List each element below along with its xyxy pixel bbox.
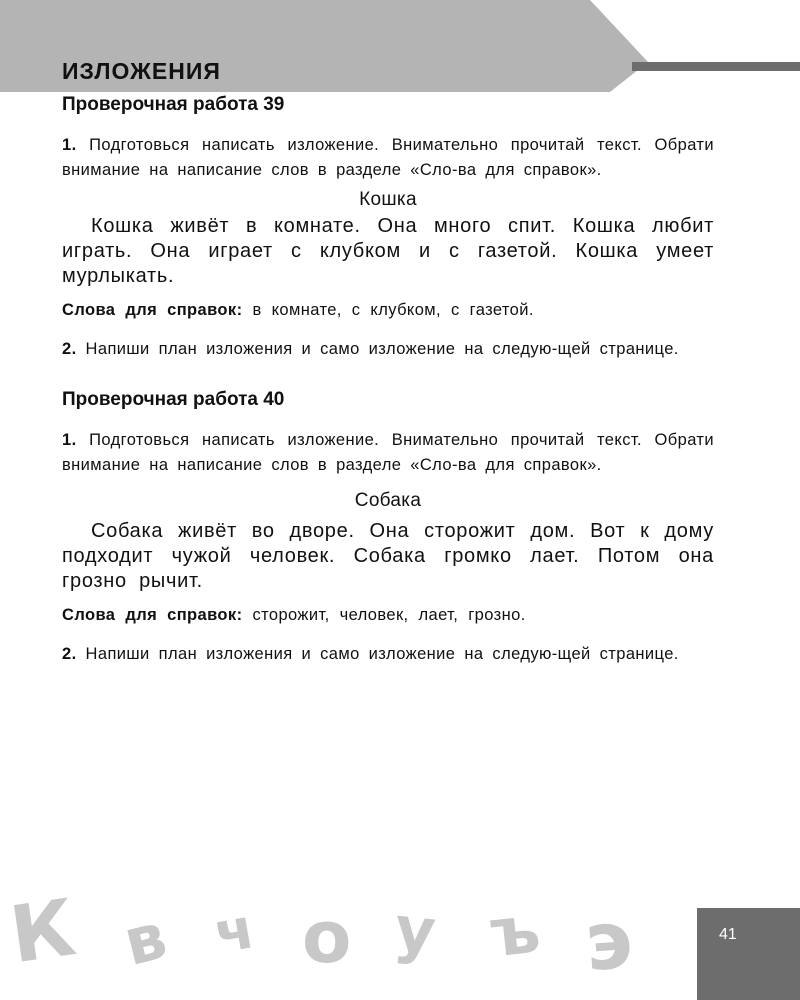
task-1	[62, 133, 714, 183]
task-number: 1.	[62, 136, 77, 154]
reference-words	[62, 603, 714, 628]
section-title: ИЗЛОЖЕНИЯ	[62, 58, 221, 84]
story-title: Собака	[354, 490, 422, 511]
decor-letter: э	[581, 892, 636, 989]
task-1	[62, 428, 714, 478]
decor-letter: ч	[209, 896, 260, 967]
reference-label: Слова для справок:	[62, 301, 243, 319]
decorative-letters	[0, 880, 700, 1000]
work-39	[62, 94, 714, 362]
task-number: 2.	[62, 645, 77, 663]
page-number-box	[697, 908, 800, 1000]
page-content	[62, 94, 714, 667]
decor-letter: в	[116, 899, 174, 981]
task-2	[62, 337, 714, 362]
task-text: Подготовься написать изложение. Внимательно прочитай текст. Обрати внимание на написание слов в разделе «Сло-ва для справок».	[62, 431, 714, 474]
reference-label: Слова для справок:	[62, 606, 243, 624]
task-text: Напиши план изложения и само изложение на следую-щей странице.	[85, 645, 679, 663]
task-number: 1.	[62, 431, 77, 449]
page-number: 41	[719, 926, 737, 943]
task-2	[62, 642, 714, 667]
task-number: 2.	[62, 340, 77, 358]
decor-letter: у	[391, 891, 440, 969]
work-40	[62, 389, 714, 667]
reference-list: сторожит, человек, лает, грозно.	[252, 606, 526, 624]
story-text: Собака живёт во дворе. Она сторожит дом. Вот к дому подходит чужой человек. Собака громко лает. Потом она грозно рычит.	[62, 520, 714, 592]
story-text: Кошка живёт в комнате. Она много спит. Кошка любит играть. Она играет с клубком и с газетой. Кошка умеет мурлыкать.	[62, 215, 714, 287]
reference-words	[62, 298, 714, 323]
work-title: Проверочная работа 39	[62, 94, 285, 115]
task-text: Напиши план изложения и само изложение на следую-щей странице.	[85, 340, 679, 358]
story-title: Кошка	[359, 189, 417, 210]
work-title: Проверочная работа 40	[62, 389, 285, 410]
task-text: Подготовься написать изложение. Внимательно прочитай текст. Обрати внимание на написание слов в разделе «Сло-ва для справок».	[62, 136, 714, 179]
reference-list: в комнате, с клубком, с газетой.	[252, 301, 534, 319]
decor-letter: ъ	[486, 890, 544, 973]
decor-letter: К	[4, 883, 81, 982]
decor-letter: о	[302, 895, 352, 979]
